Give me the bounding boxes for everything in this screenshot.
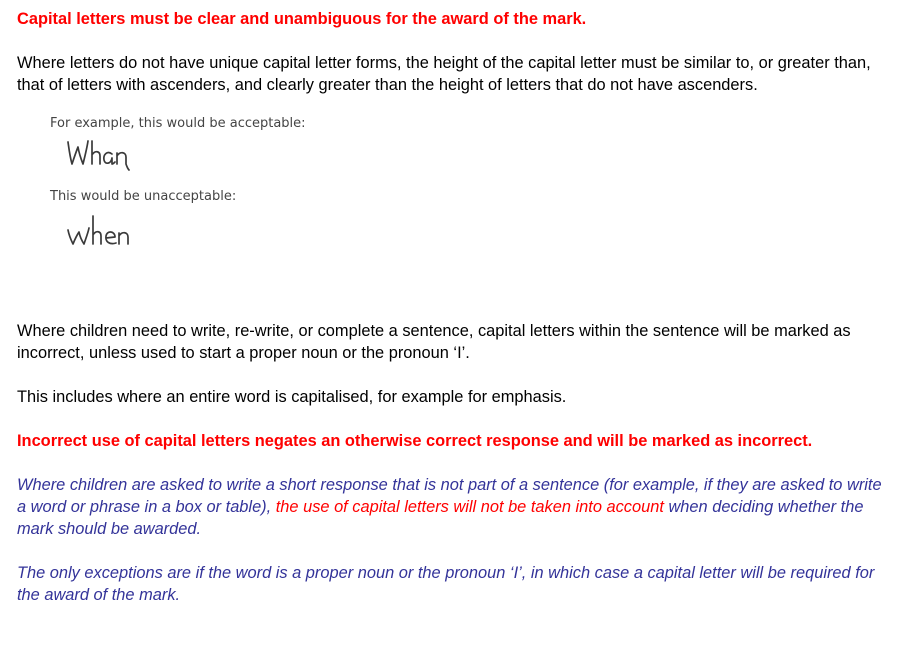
capital-letters-heading: Capital letters must be clear and unambiguous for the award of the mark. [17, 10, 587, 28]
handwriting-example-box [17, 113, 889, 299]
ascender-rule-paragraph: Where letters do not have unique capital letter forms, the height of the capital letter must be similar to, or greater than, that of letters with ascenders, and clearly greater than the height of letters that do not have ascenders. [17, 54, 871, 94]
emphasis-paragraph: This includes where an entire word is capitalised, for example for emphasis. [17, 388, 567, 406]
short-response-text-b: when deciding whether the mark should be awarded. [17, 498, 864, 538]
short-response-paragraph [17, 474, 889, 540]
acceptable-caption: For example, this would be acceptable: [50, 116, 306, 131]
acceptable-handwriting-when [65, 137, 145, 171]
unacceptable-handwriting-when [65, 213, 155, 249]
sentence-capitals-paragraph: Where children need to write, re-write, or complete a sentence, capital letters within the sentence will be marked as incorrect, unless used to start a proper noun or the pronoun ‘I’. [17, 322, 851, 362]
unacceptable-caption: This would be unacceptable: [50, 189, 237, 204]
short-response-text-a: Where children are asked to write a short response that is not part of a sentence (for example, if they are asked to write a word or phrase in a box or table), [17, 476, 882, 516]
marking-guidance-page [17, 8, 889, 628]
negation-warning: Incorrect use of capital letters negates an otherwise correct response and will be marked as incorrect. [17, 432, 813, 450]
short-response-highlight: the use of capital letters will not be taken into account [275, 498, 664, 516]
exceptions-paragraph: The only exceptions are if the word is a proper noun or the pronoun ‘I’, in which case a capital letter will be required for the award of the mark. [17, 564, 875, 604]
